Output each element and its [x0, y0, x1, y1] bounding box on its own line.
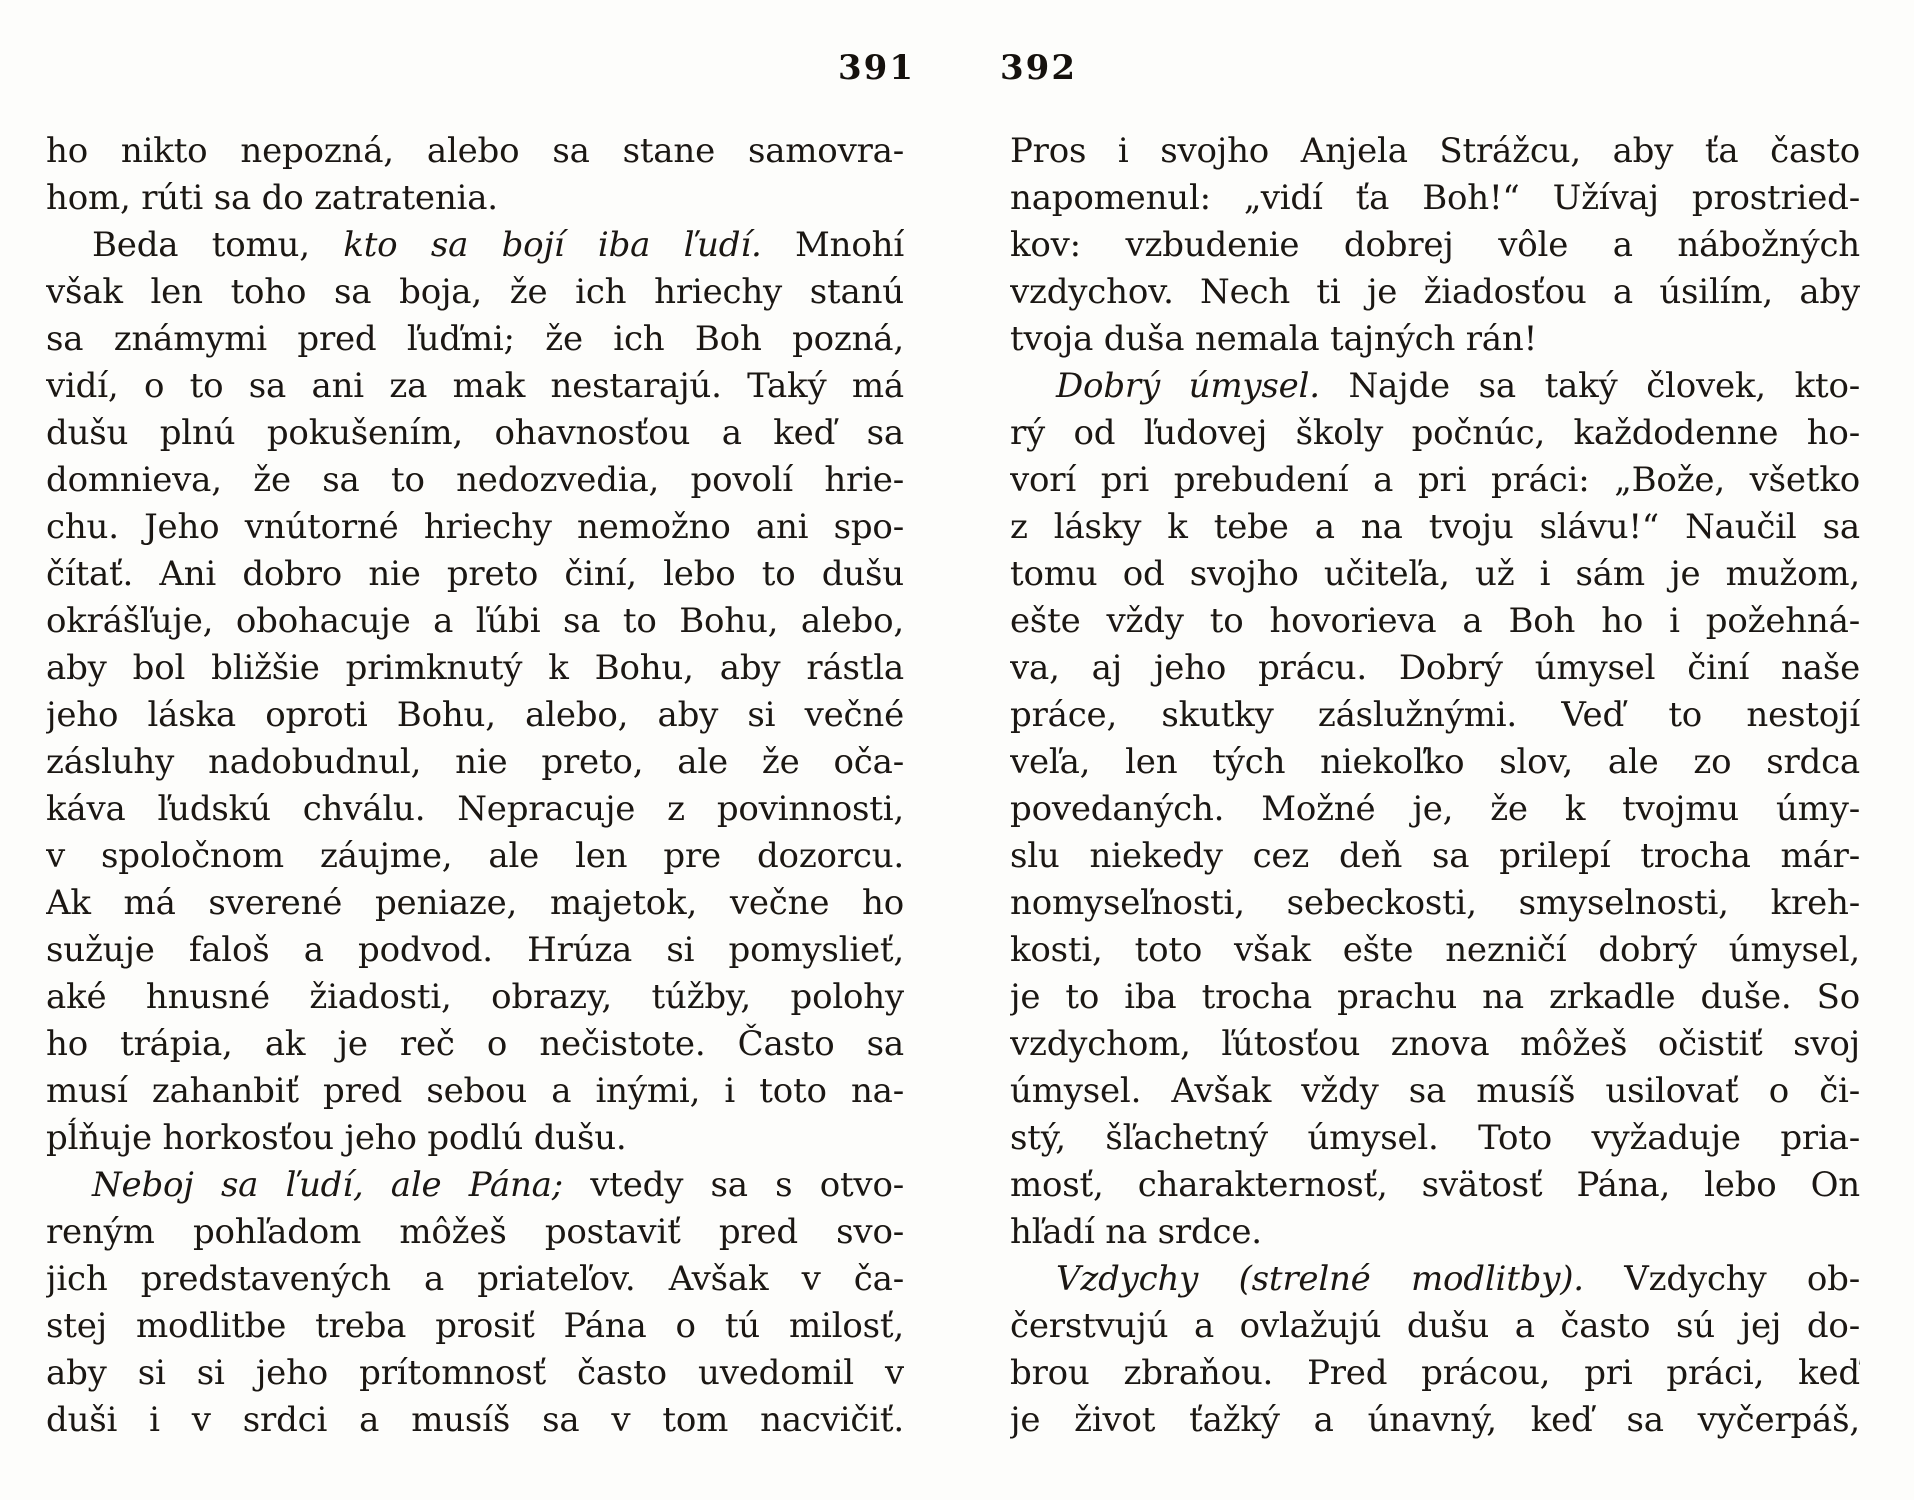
text-line: [1010, 1256, 1860, 1303]
text-segment: kov: vzbudenie dobrej vôle a nábožných: [1010, 225, 1860, 265]
text-line: [1010, 1021, 1860, 1068]
text-line: [1010, 1115, 1860, 1162]
text-line: [46, 1021, 904, 1068]
text-segment: stej modlitbe treba prosiť Pána o tú milosť,: [46, 1306, 904, 1346]
text-segment: nomyseľnosti, sebeckosti, smyselnosti, kreh-: [1010, 883, 1860, 923]
text-line: [46, 786, 904, 833]
text-segment: rý od ľudovej školy počnúc, každodenne ho-: [1010, 413, 1860, 453]
text-segment: dušu plnú pokušením, ohavnosťou a keď sa: [46, 413, 904, 453]
text-line: [46, 598, 904, 645]
text-segment: ho trápia, ak je reč o nečistote. Často sa: [46, 1024, 904, 1064]
text-segment: vidí, o to sa ani za mak nestarajú. Taký má: [46, 366, 904, 406]
text-line: [1010, 1068, 1860, 1115]
text-segment: ešte vždy to hovorieva a Boh ho i požehná-: [1010, 601, 1860, 641]
text-line: [46, 269, 904, 316]
text-line: [1010, 269, 1860, 316]
text-line: [1010, 833, 1860, 880]
text-segment: Najde sa taký človek, kto-: [1319, 366, 1860, 406]
text-segment: veľa, len tých niekoľko slov, ale zo srdca: [1010, 742, 1860, 782]
text-line: [46, 410, 904, 457]
text-segment: tvoja duša nemala tajných rán!: [1010, 319, 1538, 359]
text-segment: slu niekedy cez deň sa prilepí trocha már-: [1010, 836, 1860, 876]
text-line: [1010, 1397, 1860, 1444]
text-segment: stý, šľachetný úmysel. Toto vyžaduje pria-: [1010, 1118, 1860, 1158]
text-line: [46, 974, 904, 1021]
text-segment: Pros i svojho Anjela Strážcu, aby ťa často: [1010, 131, 1860, 171]
text-segment: tomu od svojho učiteľa, už i sám je mužom,: [1010, 554, 1860, 594]
text-line: [46, 1115, 904, 1162]
text-segment: mosť, charakternosť, svätosť Pána, lebo On: [1010, 1165, 1860, 1205]
text-line: [1010, 363, 1860, 410]
text-line: [46, 128, 904, 175]
text-line: [46, 880, 904, 927]
text-line: [46, 1350, 904, 1397]
text-segment: je život ťažký a únavný, keď sa vyčerpáš,: [1010, 1400, 1860, 1440]
text-line: [46, 222, 904, 269]
text-segment: napomenul: „vidí ťa Boh!“ Užívaj prostried-: [1010, 178, 1860, 218]
text-line: [1010, 927, 1860, 974]
text-line: [1010, 410, 1860, 457]
text-line: [46, 175, 904, 222]
text-line: [46, 1068, 904, 1115]
italic-text-segment: Dobrý úmysel.: [1056, 366, 1320, 406]
text-segment: však len toho sa boja, že ich hriechy stanú: [46, 272, 904, 312]
right-page-text-column: [1010, 128, 1860, 1444]
text-segment: sužuje faloš a podvod. Hrúza si pomyslieť,: [46, 930, 904, 970]
text-line: [1010, 1209, 1860, 1256]
text-segment: Ak má sverené peniaze, majetok, večne ho: [46, 883, 904, 923]
text-line: [1010, 316, 1860, 363]
text-line: [1010, 645, 1860, 692]
text-segment: aby bol bližšie primknutý k Bohu, aby rástla: [46, 648, 904, 688]
text-line: [1010, 457, 1860, 504]
text-segment: domnieva, že sa to nedozvedia, povolí hrie-: [46, 460, 904, 500]
text-segment: povedaných. Možné je, že k tvojmu úmy-: [1010, 789, 1860, 829]
text-segment: v spoločnom záujme, ale len pre dozorcu.: [46, 836, 904, 876]
text-line: [46, 1209, 904, 1256]
text-segment: Vzdychy ob-: [1583, 1259, 1860, 1299]
text-line: [46, 927, 904, 974]
text-line: [1010, 175, 1860, 222]
text-line: [1010, 222, 1860, 269]
text-segment: reným pohľadom môžeš postaviť pred svo-: [46, 1212, 904, 1252]
text-line: [46, 1162, 904, 1209]
text-line: [46, 551, 904, 598]
text-segment: čítať. Ani dobro nie preto činí, lebo to dušu: [46, 554, 904, 594]
text-segment: brou zbraňou. Pred prácou, pri práci, keď: [1010, 1353, 1860, 1393]
text-segment: aby si si jeho prítomnosť často uvedomil v: [46, 1353, 904, 1393]
text-line: [1010, 1350, 1860, 1397]
text-line: [46, 363, 904, 410]
text-segment: vorí pri prebudení a pri práci: „Bože, všetko: [1010, 460, 1860, 500]
text-segment: jich predstavených a priateľov. Avšak v ča-: [46, 1259, 904, 1299]
text-line: [1010, 551, 1860, 598]
text-segment: pĺňuje horkosťou jeho podlú dušu.: [46, 1118, 627, 1158]
text-line: [1010, 739, 1860, 786]
page-number-right: 392: [1000, 48, 1077, 88]
text-segment: čerstvujú a ovlažujú dušu a často sú jej do-: [1010, 1306, 1860, 1346]
text-segment: vzdychov. Nech ti je žiadosťou a úsilím, aby: [1010, 272, 1860, 312]
text-segment: hom, rúti sa do zatratenia.: [46, 178, 498, 218]
text-segment: aké hnusné žiadosti, obrazy, túžby, polohy: [46, 977, 904, 1017]
text-segment: ho nikto nepozná, alebo sa stane samovra-: [46, 131, 904, 171]
text-line: [46, 1397, 904, 1444]
text-segment: hľadí na srdce.: [1010, 1212, 1262, 1252]
text-line: [1010, 1162, 1860, 1209]
text-segment: je to iba trocha prachu na zrkadle duše. So: [1010, 977, 1860, 1017]
text-line: [1010, 598, 1860, 645]
text-line: [1010, 786, 1860, 833]
text-line: [46, 739, 904, 786]
text-segment: z lásky k tebe a na tvoju slávu!“ Naučil sa: [1010, 507, 1860, 547]
text-segment: vtedy sa s otvo-: [563, 1165, 904, 1205]
text-segment: duši i v srdci a musíš sa v tom nacvičiť.: [46, 1400, 904, 1440]
text-line: [46, 692, 904, 739]
text-segment: va, aj jeho prácu. Dobrý úmysel činí naše: [1010, 648, 1860, 688]
text-segment: káva ľudskú chválu. Nepracuje z povinnosti,: [46, 789, 904, 829]
text-line: [1010, 692, 1860, 739]
text-segment: jeho láska oproti Bohu, alebo, aby si večné: [46, 695, 904, 735]
text-segment: úmysel. Avšak vždy sa musíš usilovať o či-: [1010, 1071, 1860, 1111]
text-segment: chu. Jeho vnútorné hriechy nemožno ani spo-: [46, 507, 904, 547]
text-line: [1010, 1303, 1860, 1350]
text-line: [1010, 504, 1860, 551]
page-number-left: 391: [838, 48, 915, 88]
text-segment: okrášľuje, obohacuje a ľúbi sa to Bohu, alebo,: [46, 601, 904, 641]
text-segment: zásluhy nadobudnul, nie preto, ale že oča-: [46, 742, 904, 782]
text-line: [46, 645, 904, 692]
text-line: [46, 504, 904, 551]
italic-text-segment: kto sa bojí iba ľudí.: [343, 225, 762, 265]
text-segment: Mnohí: [761, 225, 904, 265]
text-line: [46, 457, 904, 504]
text-line: [1010, 974, 1860, 1021]
text-segment: musí zahanbiť pred sebou a inými, i toto na-: [46, 1071, 904, 1111]
italic-text-segment: Vzdychy (strelné modlitby).: [1056, 1259, 1584, 1299]
text-line: [1010, 880, 1860, 927]
text-segment: kosti, toto však ešte nezničí dobrý úmysel,: [1010, 930, 1860, 970]
italic-text-segment: Neboj sa ľudí, ale Pána;: [92, 1165, 563, 1205]
text-line: [46, 1256, 904, 1303]
text-segment: vzdychom, ľútosťou znova môžeš očistiť svoj: [1010, 1024, 1860, 1064]
text-segment: Beda tomu,: [92, 225, 344, 265]
text-line: [46, 1303, 904, 1350]
text-line: [1010, 128, 1860, 175]
left-page-text-column: [46, 128, 904, 1444]
text-segment: sa známymi pred ľuďmi; že ich Boh pozná,: [46, 319, 904, 359]
text-line: [46, 833, 904, 880]
text-line: [46, 316, 904, 363]
text-segment: práce, skutky záslužnými. Veď to nestojí: [1010, 695, 1860, 735]
